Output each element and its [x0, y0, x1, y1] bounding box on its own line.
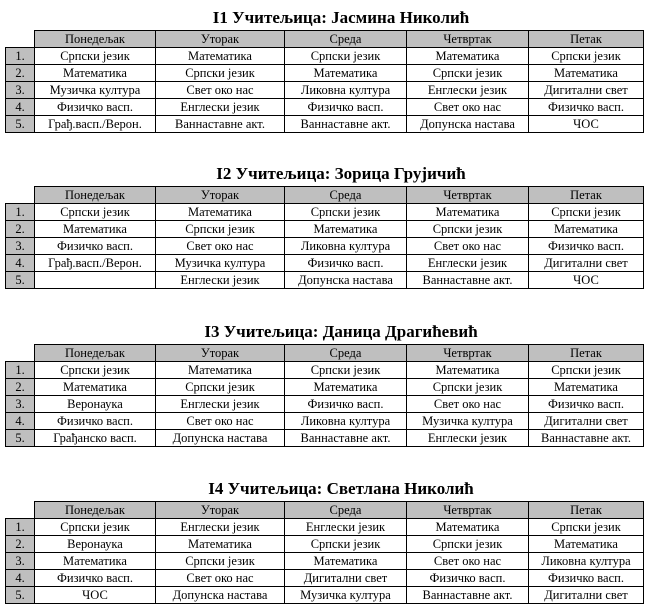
table-row [6, 204, 644, 221]
period-number: 1. [6, 48, 35, 65]
subject-cell [35, 272, 156, 289]
table-row [6, 430, 644, 447]
subject-cell: Математика [529, 379, 644, 396]
subject-cell: Свет око нас [407, 396, 529, 413]
subject-cell: Ваннаставне акт. [156, 116, 285, 133]
day-header: Четвртак [407, 187, 529, 204]
subject-cell: Математика [407, 362, 529, 379]
day-header: Уторак [156, 502, 285, 519]
subject-cell: Српски језик [156, 379, 285, 396]
period-number: 4. [6, 570, 35, 587]
subject-cell: Ликовна култура [285, 238, 407, 255]
subject-cell: Математика [285, 65, 407, 82]
subject-cell: Математика [407, 204, 529, 221]
subject-cell: Математика [35, 379, 156, 396]
subject-cell: Физичко васп. [529, 570, 644, 587]
subject-cell: Музичка култура [285, 587, 407, 604]
subject-cell: Свет око нас [156, 82, 285, 99]
subject-cell: Физичко васп. [529, 238, 644, 255]
header-row [6, 502, 644, 519]
corner-cell [6, 345, 35, 362]
subject-cell: Српски језик [407, 65, 529, 82]
table-row [6, 379, 644, 396]
corner-cell [6, 31, 35, 48]
day-header: Четвртак [407, 502, 529, 519]
table-row [6, 238, 644, 255]
day-header: Петак [529, 502, 644, 519]
subject-cell: Математика [156, 362, 285, 379]
table-row [6, 553, 644, 570]
subject-cell: Енглески језик [156, 519, 285, 536]
table-row [6, 362, 644, 379]
schedule-title: I1 Учитељица: Јасмина Николић [212, 8, 470, 27]
table-row [6, 99, 644, 116]
subject-cell: Српски језик [407, 221, 529, 238]
timetable [5, 186, 644, 289]
subject-cell: Енглески језик [156, 396, 285, 413]
subject-cell: Ликовна култура [529, 553, 644, 570]
period-number: 3. [6, 238, 35, 255]
day-header: Понедељак [35, 345, 156, 362]
subject-cell: Дигитални свет [529, 82, 644, 99]
day-header: Петак [529, 187, 644, 204]
subject-cell: Математика [35, 221, 156, 238]
subject-cell: Српски језик [529, 204, 644, 221]
subject-cell: Математика [529, 536, 644, 553]
subject-cell: Енглески језик [407, 255, 529, 272]
table-row [6, 65, 644, 82]
period-number: 3. [6, 82, 35, 99]
subject-cell: Ваннаставне акт. [285, 116, 407, 133]
period-number: 5. [6, 587, 35, 604]
subject-cell: Српски језик [285, 536, 407, 553]
table-row [6, 519, 644, 536]
subject-cell: Физичко васп. [35, 570, 156, 587]
subject-cell: Физичко васп. [285, 396, 407, 413]
day-header: Среда [285, 345, 407, 362]
day-header: Уторак [156, 345, 285, 362]
period-number: 3. [6, 396, 35, 413]
subject-cell: ЧОС [529, 116, 644, 133]
period-number: 4. [6, 413, 35, 430]
subject-cell: Веронаука [35, 396, 156, 413]
subject-cell: Српски језик [156, 221, 285, 238]
header-row [6, 31, 644, 48]
subject-cell: Математика [529, 221, 644, 238]
period-number: 2. [6, 536, 35, 553]
subject-cell: Свет око нас [407, 99, 529, 116]
day-header: Петак [529, 345, 644, 362]
schedule-block-i2 [5, 162, 647, 289]
subject-cell: Свет око нас [407, 238, 529, 255]
subject-cell: Математика [285, 379, 407, 396]
day-header: Понедељак [35, 187, 156, 204]
day-header: Среда [285, 31, 407, 48]
subject-cell: Енглески језик [156, 99, 285, 116]
subject-cell: ЧОС [35, 587, 156, 604]
subject-cell: Допунска настава [407, 116, 529, 133]
period-number: 1. [6, 204, 35, 221]
day-header: Понедељак [35, 31, 156, 48]
corner-cell [6, 502, 35, 519]
subject-cell: Свет око нас [156, 238, 285, 255]
subject-cell: Физичко васп. [35, 238, 156, 255]
period-number: 1. [6, 519, 35, 536]
schedule-title: I2 Учитељица: Зорица Грујичић [216, 164, 466, 183]
header-row [6, 345, 644, 362]
subject-cell: Музичка култура [407, 413, 529, 430]
day-header: Четвртак [407, 31, 529, 48]
subject-cell: Српски језик [407, 379, 529, 396]
timetable [5, 344, 644, 447]
table-row [6, 272, 644, 289]
subject-cell: Математика [285, 221, 407, 238]
subject-cell: Физичко васп. [35, 413, 156, 430]
period-number: 5. [6, 116, 35, 133]
period-number: 5. [6, 430, 35, 447]
schedule-block-i1 [5, 6, 647, 133]
schedule-title: I4 Учитељица: Светлана Николић [208, 479, 474, 498]
subject-cell: Грађанско васп. [35, 430, 156, 447]
subject-cell: Математика [407, 519, 529, 536]
subject-cell: Српски језик [35, 362, 156, 379]
table-row [6, 48, 644, 65]
period-number: 5. [6, 272, 35, 289]
day-header: Понедељак [35, 502, 156, 519]
subject-cell: Математика [35, 65, 156, 82]
subject-cell: Допунска настава [156, 430, 285, 447]
subject-cell: Дигитални свет [529, 255, 644, 272]
subject-cell: Ваннаставне акт. [407, 272, 529, 289]
period-number: 4. [6, 99, 35, 116]
table-row [6, 587, 644, 604]
day-header: Петак [529, 31, 644, 48]
day-header: Среда [285, 502, 407, 519]
subject-cell: Српски језик [156, 553, 285, 570]
day-header: Уторак [156, 31, 285, 48]
subject-cell: Грађ.васп./Верон. [35, 255, 156, 272]
subject-cell: Физичко васп. [285, 99, 407, 116]
subject-cell: Физичко васп. [285, 255, 407, 272]
subject-cell: Српски језик [156, 65, 285, 82]
period-number: 2. [6, 379, 35, 396]
schedule-block-i4 [5, 477, 647, 604]
subject-cell: Ваннаставне акт. [407, 587, 529, 604]
subject-cell: Математика [35, 553, 156, 570]
table-row [6, 255, 644, 272]
table-row [6, 413, 644, 430]
subject-cell: Математика [156, 48, 285, 65]
subject-cell: Дигитални свет [285, 570, 407, 587]
subject-cell: Допунска настава [156, 587, 285, 604]
subject-cell: Свет око нас [156, 413, 285, 430]
timetable [5, 30, 644, 133]
subject-cell: Математика [156, 536, 285, 553]
subject-cell: Математика [529, 65, 644, 82]
subject-cell: Српски језик [285, 204, 407, 221]
subject-cell: Физичко васп. [35, 99, 156, 116]
subject-cell: Ликовна култура [285, 413, 407, 430]
schedule-block-i3 [5, 320, 647, 447]
subject-cell: Српски језик [35, 204, 156, 221]
period-number: 2. [6, 221, 35, 238]
subject-cell: Енглески језик [407, 82, 529, 99]
subject-cell: Српски језик [529, 48, 644, 65]
subject-cell: Грађ.васп./Верон. [35, 116, 156, 133]
subject-cell: Физичко васп. [529, 396, 644, 413]
subject-cell: Музичка култура [35, 82, 156, 99]
subject-cell: Српски језик [529, 362, 644, 379]
subject-cell: Српски језик [529, 519, 644, 536]
subject-cell: Српски језик [407, 536, 529, 553]
day-header: Уторак [156, 187, 285, 204]
subject-cell: Физичко васп. [529, 99, 644, 116]
subject-cell: Енглески језик [407, 430, 529, 447]
timetable [5, 501, 644, 604]
subject-cell: Физичко васп. [407, 570, 529, 587]
subject-cell: Српски језик [35, 519, 156, 536]
subject-cell: Дигитални свет [529, 587, 644, 604]
subject-cell: Ликовна култура [285, 82, 407, 99]
subject-cell: Математика [285, 553, 407, 570]
table-row [6, 396, 644, 413]
subject-cell: Енглески језик [156, 272, 285, 289]
subject-cell: Математика [156, 204, 285, 221]
header-row [6, 187, 644, 204]
table-row [6, 82, 644, 99]
subject-cell: Музичка култура [156, 255, 285, 272]
table-row [6, 221, 644, 238]
period-number: 4. [6, 255, 35, 272]
subject-cell: Свет око нас [407, 553, 529, 570]
subject-cell: Српски језик [285, 362, 407, 379]
subject-cell: Ваннаставне акт. [529, 430, 644, 447]
corner-cell [6, 187, 35, 204]
period-number: 1. [6, 362, 35, 379]
period-number: 3. [6, 553, 35, 570]
subject-cell: Дигитални свет [529, 413, 644, 430]
schedule-title: I3 Учитељица: Даница Драгићевић [204, 322, 478, 341]
subject-cell: Српски језик [35, 48, 156, 65]
subject-cell: ЧОС [529, 272, 644, 289]
table-row [6, 116, 644, 133]
table-row [6, 570, 644, 587]
day-header: Четвртак [407, 345, 529, 362]
subject-cell: Енглески језик [285, 519, 407, 536]
table-row [6, 536, 644, 553]
subject-cell: Свет око нас [156, 570, 285, 587]
subject-cell: Допунска настава [285, 272, 407, 289]
day-header: Среда [285, 187, 407, 204]
subject-cell: Ваннаставне акт. [285, 430, 407, 447]
subject-cell: Српски језик [285, 48, 407, 65]
period-number: 2. [6, 65, 35, 82]
subject-cell: Веронаука [35, 536, 156, 553]
subject-cell: Математика [407, 48, 529, 65]
